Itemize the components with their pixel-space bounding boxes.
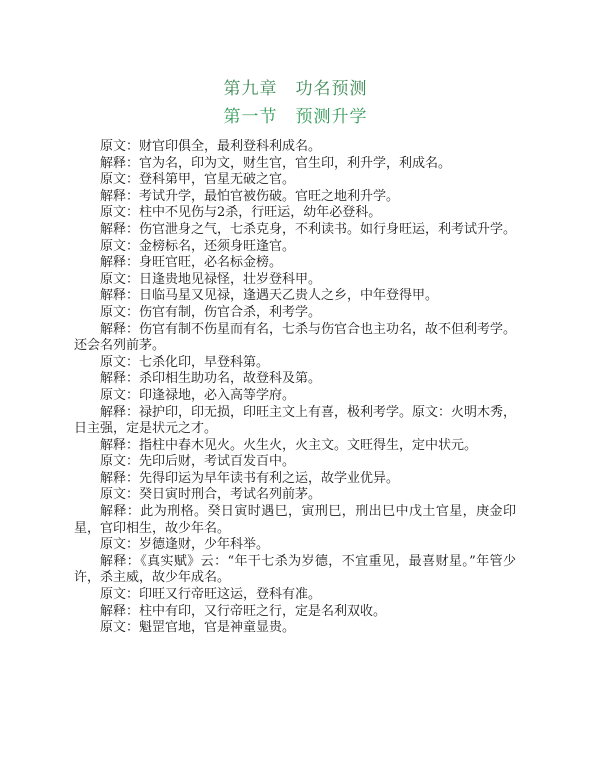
paragraph: 原文：金榜标名，还须身旺逢官。: [100, 238, 296, 254]
paragraph: 原文：岁德逢财，少年科举。: [100, 537, 270, 553]
paragraph: 解释：《真实赋》云：“年干七杀为岁德，不宜重见，最喜财星。”年管少许，杀主威，故少年成名。: [74, 553, 516, 586]
paragraph: 原文：日逢贵地见禄怪，壮岁登科甲。: [100, 271, 322, 287]
paragraph: 原文：柱中不见伤与2杀，行旺运，幼年必登科。: [100, 205, 382, 221]
paragraph: 原文：魁罡官地，官是神童显贵。: [100, 620, 296, 636]
paragraph: 解释：先得印运为早年读书有利之运，故学业优异。: [100, 470, 400, 486]
paragraph: 解释：此为刑格。癸日寅时遇巳，寅刑巳，刑出巳中戊土官星，庚金印星，官印相生，故少年名。: [74, 504, 516, 536]
chapter-title: 第九章 功名预测: [223, 79, 368, 99]
paragraph: 解释：日临马星又见禄，逢遇天乙贵人之乡，中年登得甲。: [100, 288, 439, 304]
paragraph: 原文：伤官有制，伤官合杀，利考学。: [100, 304, 322, 320]
paragraph: 解释：官为名，印为文，财生官，官生印，利升学，利成名。: [100, 155, 452, 171]
paragraph: 解释：伤官有制不伤星而有名，七杀与伤官合也主功名，故不但利考学。还会名列前茅。: [74, 321, 517, 354]
paragraph: 解释：指柱中春木见火。火生火，火主文。文旺得生，定中状元。: [100, 437, 478, 453]
paragraph: 解释：柱中有印，又行帝旺之行，定是名利双收。: [100, 603, 387, 619]
paragraph: 原文：财官印俱全，最利登科利成名。: [100, 139, 322, 154]
paragraph: 解释：身旺官旺，必名标金榜。: [100, 255, 283, 271]
body-text: [74, 139, 516, 637]
paragraph: 解释：考试升学，最怕官被伤破。官旺之地利升学。: [100, 188, 400, 204]
paragraph: 原文：登科第甲，官星无破之官。: [100, 172, 296, 188]
paragraph: 解释：杀印相生助功名，故登科及第。: [100, 371, 322, 387]
paragraph: 原文：七杀化印，早登科第。: [100, 354, 270, 370]
paragraph: 解释：禄护印，印无损，印旺主文上有喜，极利考学。原文：火明木秀，日主强，定是状元之才。: [74, 404, 517, 437]
paragraph: 原文：先印后财，考试百发百中。: [100, 454, 296, 470]
section-title: 第一节 预测升学: [223, 107, 368, 127]
paragraph: 解释：伤官泄身之气，七杀克身，不利读书。如行身旺运，利考试升学。: [100, 221, 517, 237]
paragraph: 原文：印逢禄地，必入高等学府。: [100, 387, 296, 403]
paragraph: 原文：癸日寅时刑合，考试名列前茅。: [100, 487, 322, 503]
paragraph: 原文：印旺又行帝旺这运，登科有准。: [100, 587, 322, 603]
